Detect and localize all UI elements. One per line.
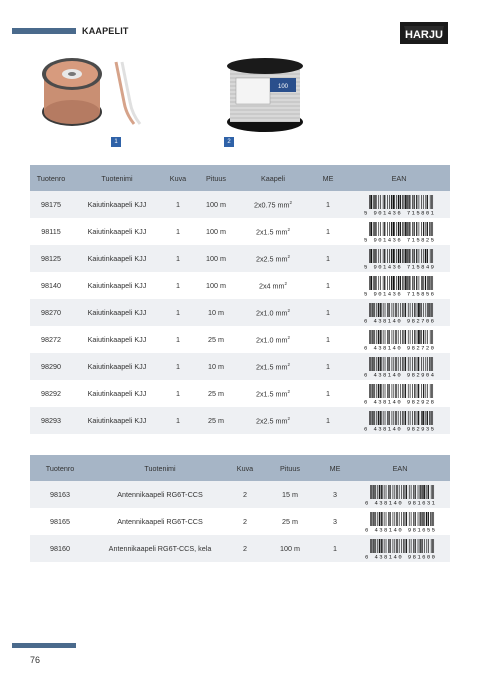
cell-me: 3 [320, 481, 350, 508]
cell-kuva: 1 [162, 353, 194, 380]
table-row [30, 508, 450, 535]
cell-ean [348, 380, 450, 407]
ean-number: 5 901436 715856 [364, 290, 434, 296]
cell-ean [350, 535, 450, 562]
ean-number: 5 901436 715801 [364, 209, 434, 215]
image-badge-1: 1 [111, 137, 121, 147]
unit-superscript: 2 [284, 280, 288, 286]
cell-ean [348, 218, 450, 245]
ean-number: 6 438140 981631 [365, 499, 435, 505]
unit-superscript: 2 [287, 415, 291, 421]
col-header-kaapeli: Kaapeli [238, 165, 308, 191]
col-header-tuotenro: Tuotenro [30, 165, 72, 191]
cell-ean [350, 481, 450, 508]
cable-spec: 2x1.5 mm [255, 389, 288, 399]
barcode-icon [363, 249, 435, 269]
unit-superscript: 2 [287, 361, 291, 367]
cell-tuotenro: 98292 [41, 389, 61, 398]
col-header-ean: EAN [348, 165, 450, 191]
col-header-tuotenimi: Tuotenimi [90, 455, 230, 481]
cell-pituus: 100 m [206, 281, 226, 290]
cell-tuotenimi: Kaiutinkaapeli KJJ [72, 245, 162, 272]
antenna-cable-spool-image [224, 52, 306, 134]
col-header-me: ME [320, 455, 350, 481]
image-badge-2: 2 [224, 137, 234, 147]
cell-kuva: 1 [176, 335, 180, 344]
table-row [30, 218, 450, 245]
cell-kuva: 1 [176, 389, 180, 398]
cable-spec: 2x1.0 mm [255, 308, 288, 318]
cell-tuotenimi: Kaiutinkaapeli KJJ [87, 281, 147, 290]
ean-barcode [363, 249, 435, 269]
table-row [30, 535, 450, 562]
cell-pituus: 15 m [260, 481, 320, 508]
table-header-row [30, 455, 450, 481]
footer-accent-bar [12, 643, 76, 648]
cell-tuotenro: 98125 [30, 245, 72, 272]
cable-spec: 2x2.5 mm [255, 254, 288, 264]
cell-pituus: 100 m [260, 535, 320, 562]
cell-kaapeli [238, 326, 308, 353]
cell-pituus: 100 m [194, 245, 238, 272]
cell-tuotenro: 98272 [41, 335, 61, 344]
cell-tuotenimi: Kaiutinkaapeli KJJ [72, 191, 162, 218]
cell-kuva: 2 [230, 535, 260, 562]
ean-number: 5 901436 715849 [364, 263, 434, 269]
barcode-icon [363, 303, 435, 323]
cell-ean [348, 407, 450, 434]
unit-superscript: 2 [287, 253, 291, 259]
cell-tuotenro: 98163 [30, 481, 90, 508]
cell-pituus: 100 m [206, 227, 226, 236]
cable-spec: 2x0.75 mm [253, 200, 290, 210]
cell-kuva: 1 [162, 191, 194, 218]
table-row [30, 191, 450, 218]
page-number: 76 [30, 655, 41, 665]
section-title: KAAPELIT [82, 26, 129, 36]
unit-superscript: 2 [287, 226, 291, 232]
cell-me: 1 [308, 407, 348, 434]
cell-tuotenimi: Kaiutinkaapeli KJJ [87, 335, 147, 344]
unit-superscript: 2 [289, 199, 293, 205]
cell-pituus: 25 m [194, 407, 238, 434]
barcode-icon [363, 384, 435, 404]
cell-kaapeli [238, 218, 308, 245]
cell-me: 1 [326, 389, 330, 398]
table-row [30, 380, 450, 407]
header-accent-bar [12, 28, 76, 34]
ean-barcode [364, 485, 436, 505]
col-header-tuotenro: Tuotenro [30, 455, 90, 481]
cell-tuotenro: 98165 [50, 517, 70, 526]
cable-spec: 2x4 mm [258, 281, 285, 291]
barcode-icon [363, 411, 435, 431]
ean-number: 6 438140 982706 [364, 317, 434, 323]
table-header-row [30, 165, 450, 191]
ean-number: 6 438140 981655 [365, 526, 435, 532]
col-header-kuva: Kuva [162, 165, 194, 191]
cell-me: 1 [326, 335, 330, 344]
cell-me: 1 [320, 535, 350, 562]
table-row [30, 299, 450, 326]
cell-kuva: 1 [162, 407, 194, 434]
cell-tuotenimi: Antennikaapeli RG6T-CCS [90, 481, 230, 508]
col-header-tuotenimi: Tuotenimi [72, 165, 162, 191]
cell-ean [350, 508, 450, 535]
cell-me: 1 [308, 191, 348, 218]
cell-ean [348, 245, 450, 272]
cell-ean [348, 353, 450, 380]
cell-pituus: 25 m [282, 517, 298, 526]
cell-tuotenimi: Antennikaapeli RG6T-CCS [117, 517, 203, 526]
cable-spec: 2x1.0 mm [255, 335, 288, 345]
cell-ean [348, 272, 450, 299]
cell-tuotenro: 98115 [41, 227, 61, 236]
harju-logo [400, 22, 448, 44]
barcode-icon [364, 485, 436, 505]
cell-pituus: 10 m [194, 353, 238, 380]
ean-number: 6 438140 981600 [365, 553, 435, 559]
table-row [30, 481, 450, 508]
barcode-icon [363, 222, 435, 242]
cell-ean [348, 299, 450, 326]
table-row [30, 245, 450, 272]
cell-ean [348, 191, 450, 218]
cell-kaapeli [238, 299, 308, 326]
table-row [30, 272, 450, 299]
cell-me: 1 [308, 245, 348, 272]
cell-me: 1 [308, 353, 348, 380]
ean-barcode [363, 384, 435, 404]
cell-me: 1 [308, 299, 348, 326]
ean-number: 6 438140 982904 [364, 371, 434, 377]
cell-kuva: 1 [162, 299, 194, 326]
ean-barcode [363, 195, 435, 215]
ean-barcode [363, 276, 435, 296]
cell-tuotenro: 98293 [30, 407, 72, 434]
ean-barcode [364, 539, 436, 559]
cell-tuotenimi: Kaiutinkaapeli KJJ [87, 389, 147, 398]
barcode-icon [363, 357, 435, 377]
barcode-icon [364, 512, 436, 532]
cell-kuva: 1 [176, 281, 180, 290]
unit-superscript: 2 [287, 388, 291, 394]
cell-tuotenro: 98270 [30, 299, 72, 326]
cell-pituus: 25 m [208, 389, 224, 398]
ean-barcode [364, 512, 436, 532]
col-header-kuva: Kuva [230, 455, 260, 481]
ean-number: 6 438140 982928 [364, 398, 434, 404]
cell-kaapeli [238, 407, 308, 434]
ean-number: 6 438140 982720 [364, 344, 434, 350]
ean-barcode [363, 222, 435, 242]
cell-me: 3 [333, 517, 337, 526]
antenna-cable-table [30, 455, 450, 562]
barcode-icon [363, 195, 435, 215]
ean-barcode [363, 357, 435, 377]
cell-kaapeli [238, 191, 308, 218]
col-header-me: ME [308, 165, 348, 191]
cell-tuotenro: 98140 [41, 281, 61, 290]
barcode-icon [363, 330, 435, 350]
cell-tuotenimi: Kaiutinkaapeli KJJ [72, 299, 162, 326]
cell-tuotenimi: Kaiutinkaapeli KJJ [87, 227, 147, 236]
table-row [30, 353, 450, 380]
cable-spec: 2x1.5 mm [255, 362, 288, 372]
ean-barcode [363, 330, 435, 350]
cell-kuva: 2 [230, 481, 260, 508]
cell-me: 1 [326, 281, 330, 290]
cell-me: 1 [326, 227, 330, 236]
ean-barcode [363, 303, 435, 323]
cell-tuotenro: 98290 [30, 353, 72, 380]
col-header-pituus: Pituus [260, 455, 320, 481]
cable-spec: 2x1.5 mm [255, 227, 288, 237]
cell-kuva: 1 [162, 245, 194, 272]
unit-superscript: 2 [287, 334, 291, 340]
cell-tuotenimi: Antennikaapeli RG6T-CCS, kela [90, 535, 230, 562]
barcode-icon [364, 539, 436, 559]
cell-ean [348, 326, 450, 353]
cell-kuva: 2 [243, 517, 247, 526]
cable-spec: 2x2.5 mm [255, 416, 288, 426]
speaker-cable-table [30, 165, 450, 434]
cell-kuva: 1 [176, 227, 180, 236]
unit-superscript: 2 [287, 307, 291, 313]
col-header-pituus: Pituus [194, 165, 238, 191]
cell-kaapeli [238, 272, 308, 299]
col-header-ean: EAN [350, 455, 450, 481]
ean-number: 6 438140 982935 [364, 425, 434, 431]
ean-number: 5 901436 715825 [364, 236, 434, 242]
cell-pituus: 100 m [194, 191, 238, 218]
cell-kaapeli [238, 353, 308, 380]
cell-tuotenro: 98175 [30, 191, 72, 218]
cell-pituus: 25 m [208, 335, 224, 344]
speaker-cable-spool-image [38, 52, 146, 130]
barcode-icon [363, 276, 435, 296]
cell-kaapeli [238, 245, 308, 272]
cell-tuotenimi: Kaiutinkaapeli KJJ [72, 407, 162, 434]
cell-kaapeli [238, 380, 308, 407]
ean-barcode [363, 411, 435, 431]
cell-pituus: 10 m [194, 299, 238, 326]
table-row [30, 326, 450, 353]
cell-tuotenro: 98160 [30, 535, 90, 562]
svg-text:100: 100 [277, 84, 289, 90]
svg-text:HARJU: HARJU [405, 29, 443, 41]
cell-tuotenimi: Kaiutinkaapeli KJJ [72, 353, 162, 380]
table-row [30, 407, 450, 434]
